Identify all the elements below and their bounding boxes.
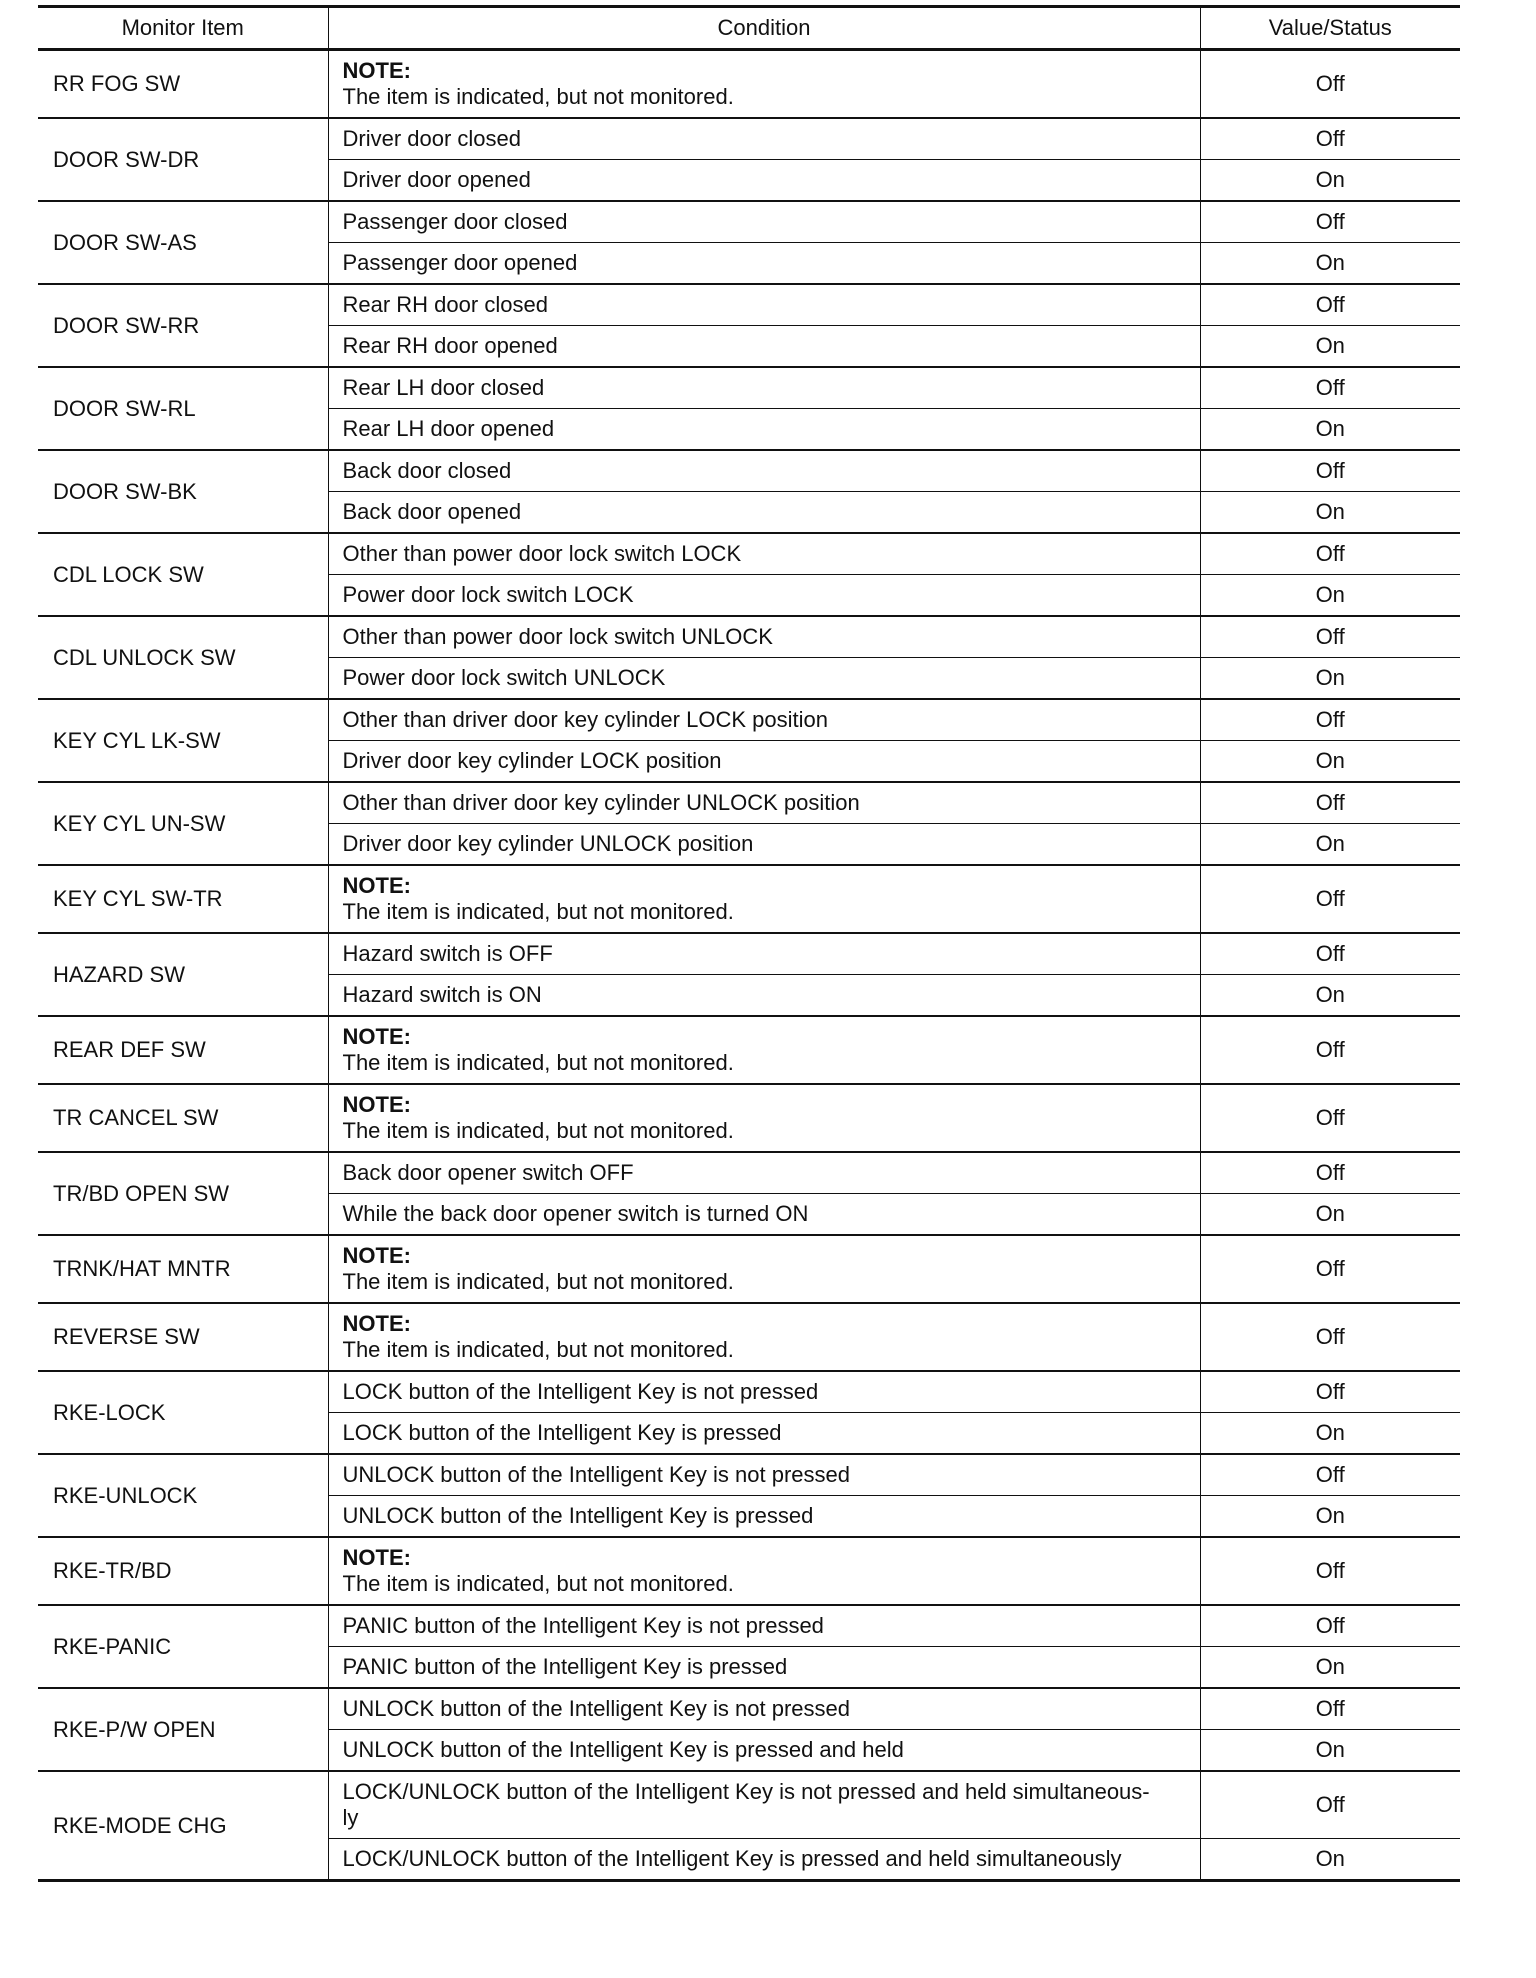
value-status-cell: Off [1200,699,1460,741]
table-row [38,284,1460,326]
table-row [38,1084,1460,1152]
condition-cell: Driver door key cylinder UNLOCK position [328,824,1200,866]
value-status-cell: Off [1200,201,1460,243]
condition-cell: LOCK/UNLOCK button of the Intelligent Key is not pressed and held simultaneous- ly [328,1771,1200,1839]
condition-cell: Power door lock switch UNLOCK [328,658,1200,700]
condition-note-cell [328,1303,1200,1371]
table-row [38,1303,1460,1371]
table-row [38,201,1460,243]
table-body [38,50,1460,1881]
value-status-cell: Off [1200,1303,1460,1371]
value-status-cell: On [1200,1496,1460,1538]
monitor-item-cell: KEY CYL UN-SW [38,782,328,865]
condition-note-cell [328,865,1200,933]
value-status-cell: On [1200,243,1460,285]
condition-cell: Other than driver door key cylinder LOCK position [328,699,1200,741]
condition-cell: Other than power door lock switch LOCK [328,533,1200,575]
value-status-cell: On [1200,1839,1460,1881]
monitor-item-cell: RKE-PANIC [38,1605,328,1688]
value-status-cell: Off [1200,533,1460,575]
table-row [38,1454,1460,1496]
table-row [38,450,1460,492]
condition-note-cell [328,1537,1200,1605]
value-status-cell: Off [1200,865,1460,933]
table-row [38,367,1460,409]
table-row [38,616,1460,658]
monitor-item-cell: DOOR SW-RR [38,284,328,367]
condition-cell: UNLOCK button of the Intelligent Key is not pressed [328,1454,1200,1496]
monitor-item-cell: DOOR SW-DR [38,118,328,201]
value-status-cell: Off [1200,1688,1460,1730]
table-row [38,1235,1460,1303]
monitor-item-cell: TRNK/HAT MNTR [38,1235,328,1303]
note-label: NOTE: [342,58,411,83]
condition-note-cell [328,1016,1200,1084]
monitor-item-cell: TR CANCEL SW [38,1084,328,1152]
value-status-cell: On [1200,975,1460,1017]
monitor-item-cell: DOOR SW-BK [38,450,328,533]
value-status-cell: Off [1200,1605,1460,1647]
value-status-cell: On [1200,409,1460,451]
condition-cell: UNLOCK button of the Intelligent Key is not pressed [328,1688,1200,1730]
monitor-table-sheet [38,5,1460,1882]
note-text: The item is indicated, but not monitored. [342,1050,734,1075]
column-header-condition: Condition [328,7,1200,50]
note-text: The item is indicated, but not monitored. [342,84,734,109]
monitor-item-cell: HAZARD SW [38,933,328,1016]
monitor-item-cell: DOOR SW-AS [38,201,328,284]
condition-cell: Rear RH door opened [328,326,1200,368]
value-status-cell: Off [1200,1454,1460,1496]
condition-cell: Driver door key cylinder LOCK position [328,741,1200,783]
condition-cell: Rear LH door opened [328,409,1200,451]
monitor-table [38,5,1460,1882]
condition-cell: Hazard switch is ON [328,975,1200,1017]
value-status-cell: Off [1200,616,1460,658]
note-label: NOTE: [342,1311,411,1336]
value-status-cell: On [1200,1647,1460,1689]
monitor-item-cell: CDL LOCK SW [38,533,328,616]
value-status-cell: On [1200,492,1460,534]
table-row [38,533,1460,575]
condition-cell: LOCK/UNLOCK button of the Intelligent Key is pressed and held simultaneously [328,1839,1200,1881]
note-text: The item is indicated, but not monitored. [342,1337,734,1362]
value-status-cell: Off [1200,450,1460,492]
condition-cell: UNLOCK button of the Intelligent Key is pressed [328,1496,1200,1538]
condition-cell: PANIC button of the Intelligent Key is pressed [328,1647,1200,1689]
note-label: NOTE: [342,873,411,898]
value-status-cell: Off [1200,118,1460,160]
value-status-cell: On [1200,1194,1460,1236]
note-label: NOTE: [342,1024,411,1049]
monitor-item-cell: KEY CYL LK-SW [38,699,328,782]
table-row [38,1371,1460,1413]
condition-cell: Back door opened [328,492,1200,534]
condition-cell: Power door lock switch LOCK [328,575,1200,617]
condition-note-cell [328,50,1200,119]
value-status-cell: Off [1200,284,1460,326]
condition-cell: PANIC button of the Intelligent Key is not pressed [328,1605,1200,1647]
condition-cell: LOCK button of the Intelligent Key is not pressed [328,1371,1200,1413]
table-row [38,1016,1460,1084]
value-status-cell: Off [1200,1537,1460,1605]
note-label: NOTE: [342,1243,411,1268]
condition-cell: LOCK button of the Intelligent Key is pressed [328,1413,1200,1455]
monitor-item-cell: REVERSE SW [38,1303,328,1371]
value-status-cell: Off [1200,1152,1460,1194]
table-row [38,699,1460,741]
condition-cell: Passenger door closed [328,201,1200,243]
condition-note-cell [328,1084,1200,1152]
condition-cell: Back door opener switch OFF [328,1152,1200,1194]
table-header-row [38,7,1460,50]
value-status-cell: Off [1200,933,1460,975]
monitor-item-cell: RKE-TR/BD [38,1537,328,1605]
monitor-item-cell: RKE-MODE CHG [38,1771,328,1881]
value-status-cell: On [1200,824,1460,866]
monitor-item-cell: REAR DEF SW [38,1016,328,1084]
value-status-cell: Off [1200,1016,1460,1084]
value-status-cell: On [1200,741,1460,783]
condition-cell: Driver door opened [328,160,1200,202]
table-row [38,1537,1460,1605]
note-text: The item is indicated, but not monitored. [342,1118,734,1143]
condition-cell: Hazard switch is OFF [328,933,1200,975]
condition-note-cell [328,1235,1200,1303]
table-row [38,1771,1460,1839]
column-header-monitor-item: Monitor Item [38,7,328,50]
value-status-cell: On [1200,575,1460,617]
condition-cell: Back door closed [328,450,1200,492]
value-status-cell: Off [1200,1235,1460,1303]
value-status-cell: Off [1200,1371,1460,1413]
condition-cell: UNLOCK button of the Intelligent Key is pressed and held [328,1730,1200,1772]
table-row [38,782,1460,824]
value-status-cell: On [1200,1730,1460,1772]
note-text: The item is indicated, but not monitored. [342,1571,734,1596]
table-row [38,1152,1460,1194]
value-status-cell: Off [1200,1084,1460,1152]
monitor-item-cell: CDL UNLOCK SW [38,616,328,699]
value-status-cell: On [1200,658,1460,700]
monitor-item-cell: RKE-LOCK [38,1371,328,1454]
condition-cell: Passenger door opened [328,243,1200,285]
table-row [38,865,1460,933]
table-row [38,933,1460,975]
monitor-item-cell: RR FOG SW [53,71,181,96]
table-row [38,50,1460,119]
monitor-item-cell: TR/BD OPEN SW [38,1152,328,1235]
monitor-item-cell: RKE-P/W OPEN [38,1688,328,1771]
table-row [38,1605,1460,1647]
monitor-item-cell: KEY CYL SW-TR [38,865,328,933]
column-header-value-status: Value/Status [1200,7,1460,50]
note-label: NOTE: [342,1545,411,1570]
value-status-cell: On [1200,326,1460,368]
value-status-cell: On [1200,160,1460,202]
note-label: NOTE: [342,1092,411,1117]
condition-cell: Driver door closed [328,118,1200,160]
monitor-item-cell: DOOR SW-RL [38,367,328,450]
note-text: The item is indicated, but not monitored. [342,1269,734,1294]
condition-cell: Rear RH door closed [328,284,1200,326]
value-status-cell: On [1200,1413,1460,1455]
value-status-cell: Off [1200,782,1460,824]
note-text: The item is indicated, but not monitored. [342,899,734,924]
condition-cell: Rear LH door closed [328,367,1200,409]
condition-cell: Other than driver door key cylinder UNLOCK position [328,782,1200,824]
value-status-cell: Off [1200,50,1460,119]
monitor-item-cell: RKE-UNLOCK [38,1454,328,1537]
condition-cell: While the back door opener switch is turned ON [328,1194,1200,1236]
condition-cell: Other than power door lock switch UNLOCK [328,616,1200,658]
table-row [38,1688,1460,1730]
table-row [38,118,1460,160]
value-status-cell: Off [1200,367,1460,409]
value-status-cell: Off [1200,1771,1460,1839]
